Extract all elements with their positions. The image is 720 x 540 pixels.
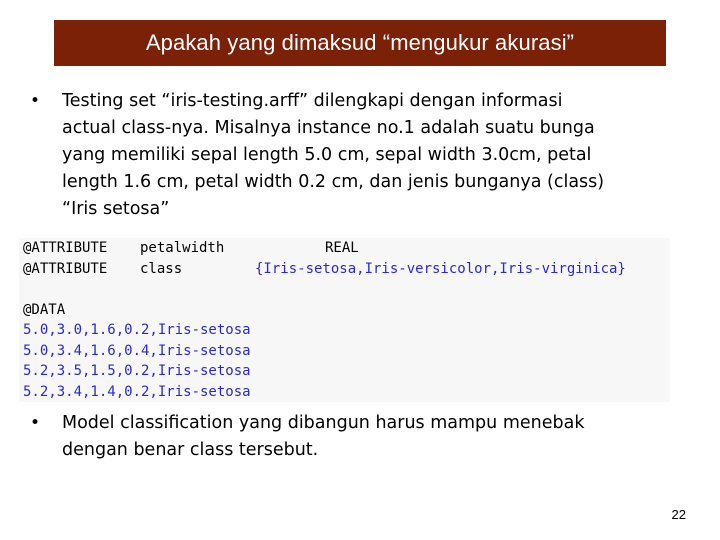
slide-title-bar xyxy=(54,20,666,66)
bullet-line: length 1.6 cm, petal width 0.2 cm, dan jenis bunganya (class) xyxy=(62,172,605,192)
bullet-dot: • xyxy=(30,91,41,111)
data-row: 5.0,3.4,1.6,0.4,Iris-setosa xyxy=(23,342,251,359)
arff-code-snippet xyxy=(19,238,670,402)
bullet-line: Model classification yang dibangun harus mampu menebak xyxy=(62,413,585,433)
attr1-name: petalwidth xyxy=(140,240,225,256)
data-keyword: @DATA xyxy=(23,301,66,318)
bullet-line: Testing set “iris-testing.arff” dilengkapi dengan informasi xyxy=(62,91,563,111)
attr1-type: REAL xyxy=(325,240,359,256)
bullet-dot: • xyxy=(30,413,41,433)
bullet-model-classification xyxy=(30,410,670,464)
attr1-keyword: @ATTRIBUTE xyxy=(23,240,108,256)
bullet-line: yang memiliki sepal length 5.0 cm, sepal width 3.0cm, petal xyxy=(62,145,592,165)
data-row: 5.2,3.5,1.5,0.2,Iris-setosa xyxy=(23,363,251,379)
bullet-line: actual class-nya. Misalnya instance no.1 adalah suatu bunga xyxy=(62,118,595,138)
page-number: 22 xyxy=(671,507,686,522)
attr2-name: class xyxy=(140,260,183,277)
attr2-keyword: @ATTRIBUTE xyxy=(23,260,108,277)
data-row: 5.2,3.4,1.4,0.2,Iris-setosa xyxy=(23,383,251,400)
bullet-line: “Iris setosa” xyxy=(62,199,170,219)
attr2-type: {Iris-setosa,Iris-versicolor,Iris-virginica} xyxy=(255,260,626,277)
slide-title: Apakah yang dimaksud “mengukur akurasi” xyxy=(145,30,575,55)
bullet-testing-set xyxy=(30,88,670,223)
data-row: 5.0,3.0,1.6,0.2,Iris-setosa xyxy=(23,322,251,338)
bullet-line: dengan benar class tersebut. xyxy=(62,440,319,460)
